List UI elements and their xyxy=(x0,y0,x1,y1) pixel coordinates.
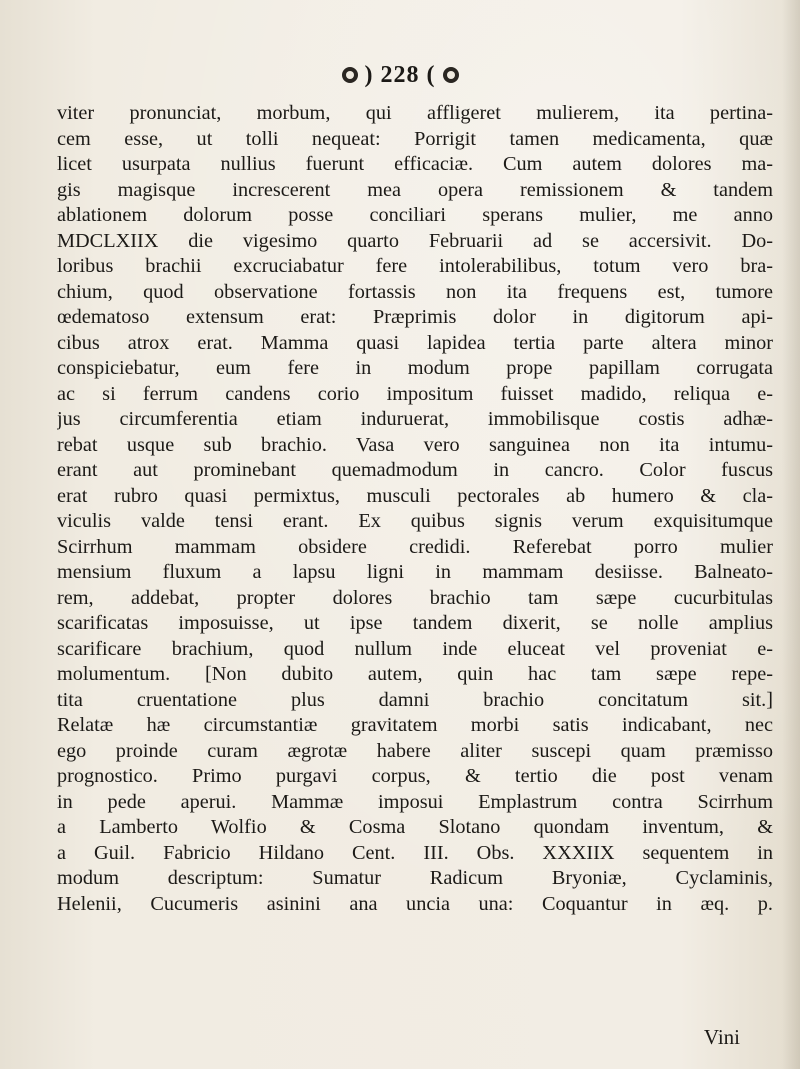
text-line: modum descriptum: Sumatur Radicum Bryoniæ, Cyclaminis, xyxy=(57,867,773,889)
text-line: gis magisque increscerent mea opera remissionem & tandem xyxy=(57,178,773,201)
text-line: a Lamberto Wolfio & Cosma Slotano quondam inventum, & xyxy=(57,816,773,838)
text-line: tita cruentatione plus damni brachio concitatum sit.] xyxy=(57,688,773,711)
text-line: mensium fluxum a lapsu ligni in mammam desiisse. Balneato- xyxy=(57,561,773,583)
text-line: cem esse, ut tolli nequeat: Porrigit tamen medicamenta, quæ xyxy=(57,127,773,150)
page-edge-shadow xyxy=(782,0,800,1069)
text-line: rebat usque sub brachio. Vasa vero sanguinea non ita intumu- xyxy=(57,433,773,456)
text-line: scarificatas imposuisse, ut ipse tandem dixerit, se nolle amplius xyxy=(57,612,773,634)
text-line: jus circumferentia etiam induruerat, immobilisque costis adhæ- xyxy=(57,408,773,430)
text-line: ac si ferrum candens corio impositum fuisset madido, reliqua e- xyxy=(57,382,773,405)
page-number-bracket-left: ) xyxy=(364,62,381,88)
text-line: licet usurpata nullius fuerunt efficaciæ. Cum autem dolores ma- xyxy=(57,153,773,175)
text-line: conspiciebatur, eum fere in modum prope papillam corrugata xyxy=(57,357,773,379)
text-line: ego proinde curam ægrotæ habere aliter suscepi quam præmisso xyxy=(57,739,773,762)
text-line: ablationem dolorum posse conciliari sperans mulier, me anno xyxy=(57,204,773,226)
page-number: 228 xyxy=(380,62,420,88)
text-line: in pede aperui. Mammæ imposui Emplastrum contra Scirrhum xyxy=(57,790,773,813)
text-line: viter pronunciat, morbum, qui affligeret mulierem, ita pertina- xyxy=(57,102,773,124)
text-line: Scirrhum mammam obsidere credidi. Referebat porro mulier xyxy=(57,535,773,558)
text-line: scarificare brachium, quod nullum inde eluceat vel proveniat e- xyxy=(57,637,773,660)
catchword: Vini xyxy=(703,1025,740,1049)
text-line: erant aut prominebant quemadmodum in cancro. Color fuscus xyxy=(57,459,773,481)
text-line: loribus brachii excruciabatur fere intolerabilibus, totum vero bra- xyxy=(57,255,773,277)
ornament-right-icon xyxy=(443,67,459,83)
text-line: œdematoso extensum erat: Præprimis dolor in digitorum api- xyxy=(57,306,773,328)
page-number-bracket-right: ( xyxy=(426,62,443,88)
text-line: MDCLXIIX die vigesimo quarto Februarii ad se accersivit. Do- xyxy=(57,229,773,252)
text-line: a Guil. Fabricio Hildano Cent. III. Obs. XXXIIX sequentem in xyxy=(57,841,773,864)
text-line: erat rubro quasi permixtus, musculi pectorales ab humero & cla- xyxy=(57,484,773,507)
page-header xyxy=(0,62,800,89)
text-line: Relatæ hæ circumstantiæ gravitatem morbi satis indicabant, nec xyxy=(57,714,773,736)
text-line: rem, addebat, propter dolores brachio tam sæpe cucurbitulas xyxy=(57,586,773,609)
ornament-left-icon xyxy=(342,67,358,83)
text-line: prognostico. Primo purgavi corpus, & tertio die post venam xyxy=(57,765,773,787)
body-text xyxy=(57,101,773,917)
text-line: Helenii, Cucumeris asinini ana uncia una: Coquantur in æq. p. xyxy=(57,892,773,915)
text-line: viculis valde tensi erant. Ex quibus signis verum exquisitumque xyxy=(57,510,773,532)
text-line: cibus atrox erat. Mamma quasi lapidea tertia parte altera minor xyxy=(57,331,773,354)
text-line: molumentum. [Non dubito autem, quin hac tam sæpe repe- xyxy=(57,663,773,685)
text-line: chium, quod observatione fortassis non ita frequens est, tumore xyxy=(57,280,773,303)
